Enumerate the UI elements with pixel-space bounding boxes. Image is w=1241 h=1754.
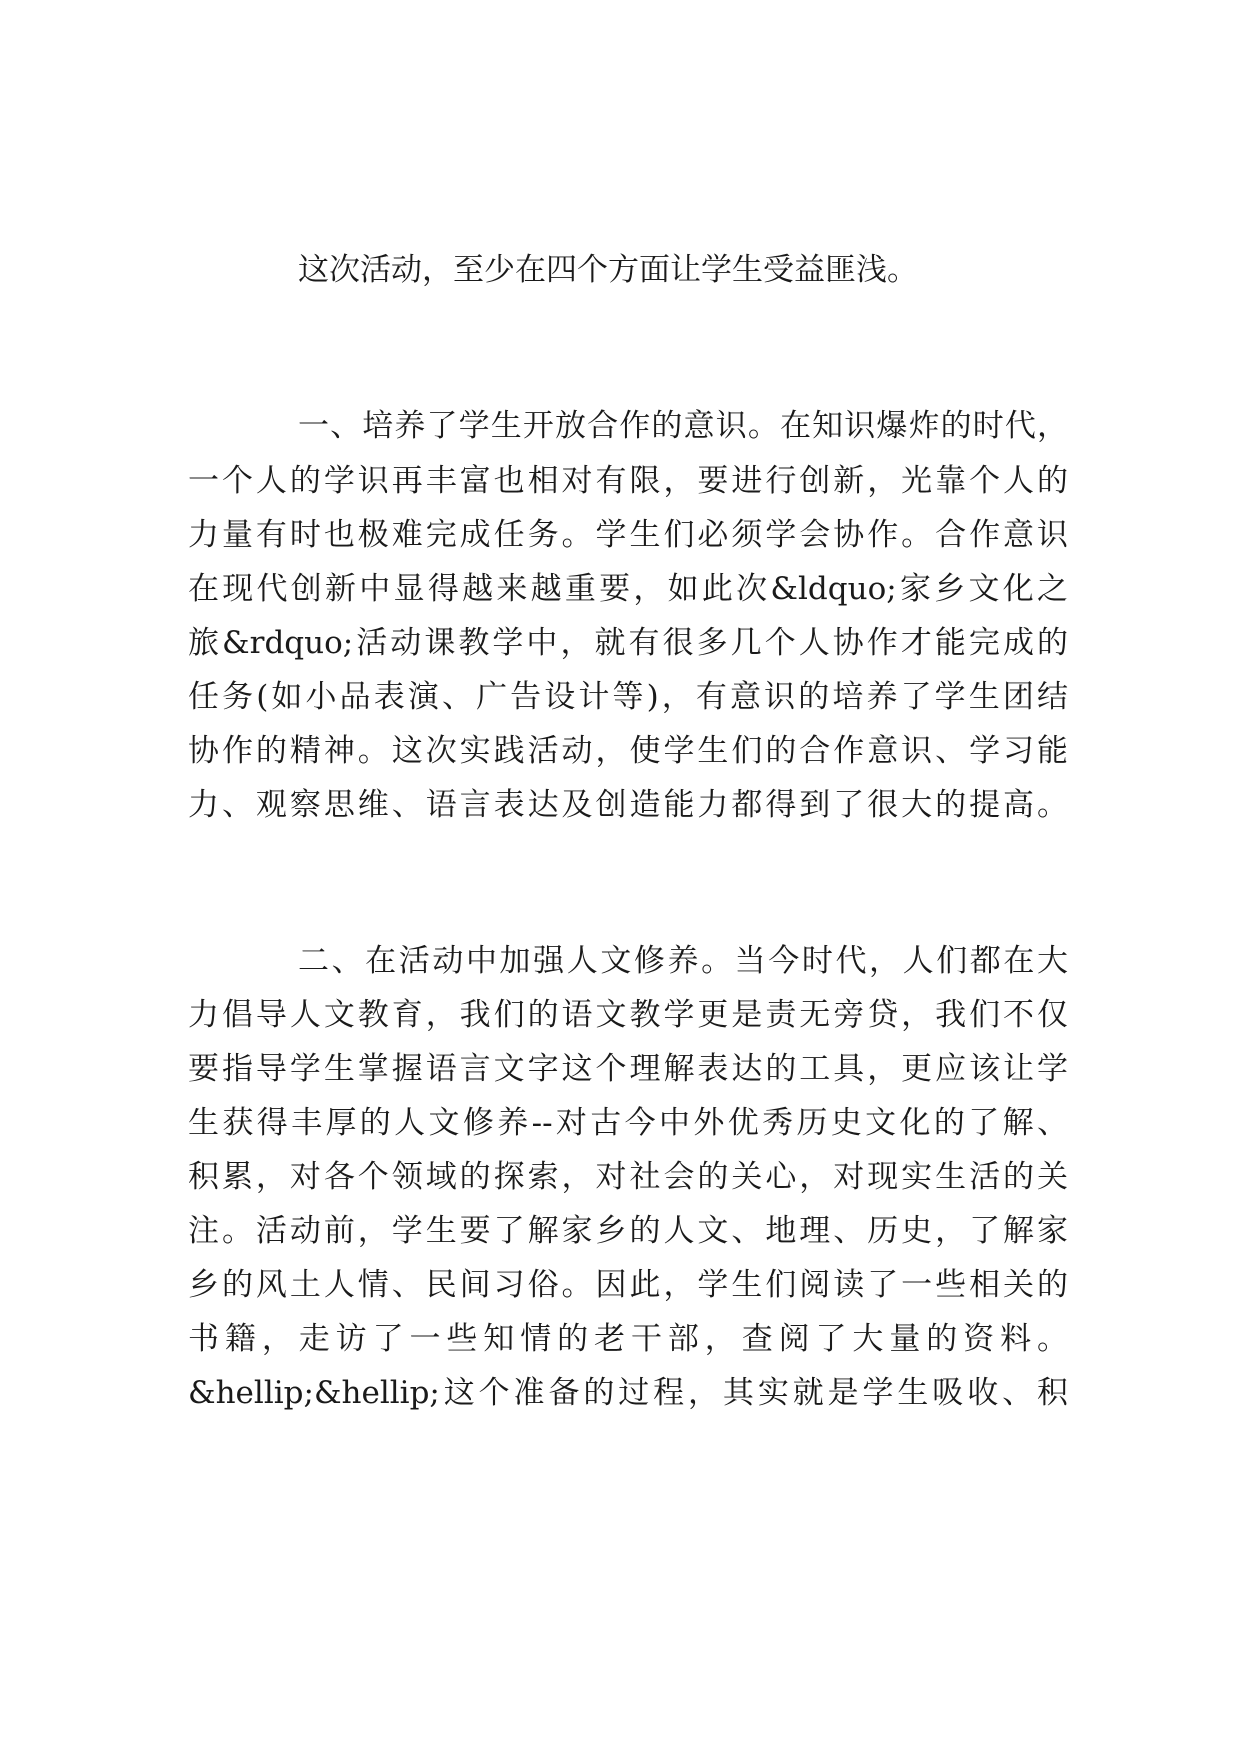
paragraph-2-line: 力倡导人文教育，我们的语文教学更是责无旁贷，我们不仅 [188,997,1068,1033]
paragraph-2-line: 积累，对各个领域的探索，对社会的关心，对现实生活的关 [188,1159,1068,1195]
paragraph-1-line: 在现代创新中显得越来越重要，如此次&ldquo;家乡文化之 [188,571,1068,607]
paragraph-1-line: 一个人的学识再丰富也相对有限，要进行创新，光靠个人的 [188,463,1068,499]
paragraph-1-line: 旅&rdquo;活动课教学中，就有很多几个人协作才能完成的 [188,625,1068,661]
paragraph-1-line: 任务(如小品表演、广告设计等)，有意识的培养了学生团结 [188,679,1068,715]
paragraph-2-line: 要指导学生掌握语言文字这个理解表达的工具，更应该让学 [188,1051,1068,1087]
paragraph-1-line: 一、培养了学生开放合作的意识。在知识爆炸的时代， [298,408,1068,444]
paragraph-2-line: 生获得丰厚的人文修养--对古今中外优秀历史文化的了解、 [188,1105,1068,1141]
paragraph-2-line: &hellip;&hellip;这个准备的过程，其实就是学生吸收、积 [188,1375,1068,1411]
paragraph-2-line: 书籍，走访了一些知情的老干部，查阅了大量的资料。 [188,1321,1068,1357]
paragraph-1-line: 力、观察思维、语言表达及创造能力都得到了很大的提高。 [188,787,1068,823]
paragraph-2-line: 乡的风土人情、民间习俗。因此，学生们阅读了一些相关的 [188,1267,1068,1303]
paragraph-1-line: 力量有时也极难完成任务。学生们必须学会协作。合作意识 [188,517,1068,553]
intro-text: 这次活动，至少在四个方面让学生受益匪浅。 [298,252,918,288]
paragraph-2-line: 二、在活动中加强人文修养。当今时代，人们都在大 [298,943,1068,979]
paragraph-1-line: 协作的精神。这次实践活动，使学生们的合作意识、学习能 [188,733,1068,769]
paragraph-2-line: 注。活动前，学生要了解家乡的人文、地理、历史，了解家 [188,1213,1068,1249]
